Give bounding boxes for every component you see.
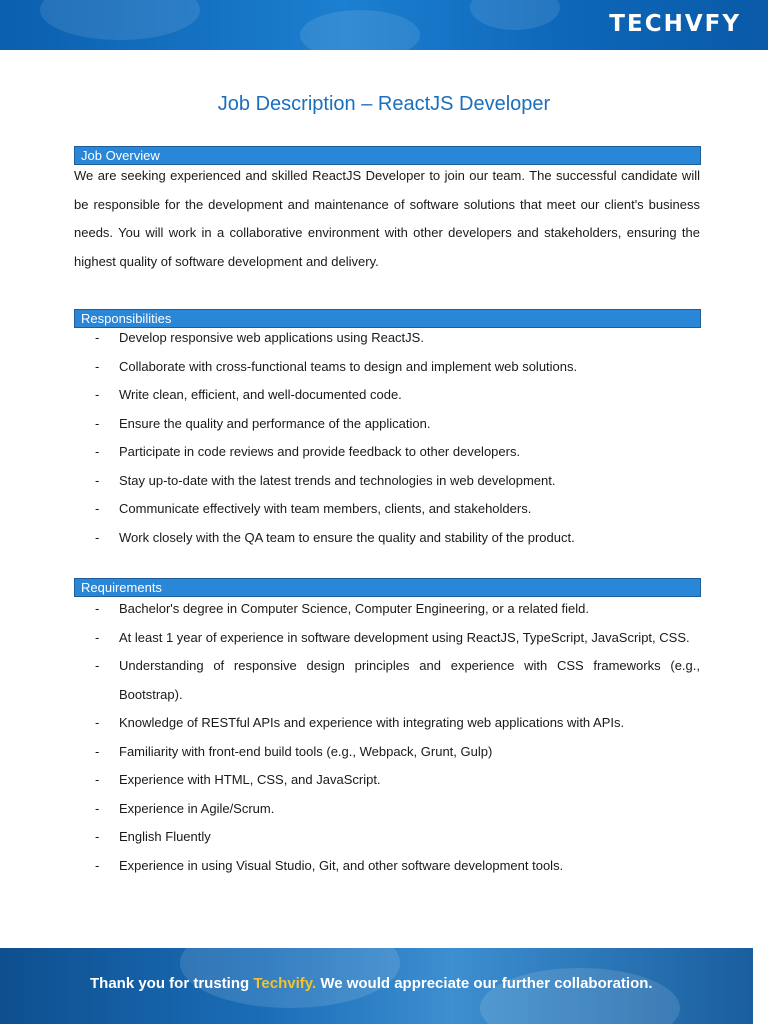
list-marker: - [95, 387, 100, 402]
page-title: Job Description – ReactJS Developer [217, 93, 551, 115]
job-overview-text: We are seeking experienced and skilled ReactJS Developer to join our team. The successful candidate will be responsible for the development and maintenance of software solutions that meet our client's business needs. You will work in a collaborative environment with other developers and stakeholders, ensuring the highest quality of software development and delivery. [74, 168, 700, 269]
list-item [74, 381, 700, 410]
list-item-text: Experience in using Visual Studio, Git, and other software development tools. [119, 857, 564, 873]
list-marker: - [95, 501, 100, 516]
list-item [74, 766, 700, 795]
list-item-text: Communicate effectively with team members, clients, and stakeholders. [119, 501, 532, 516]
list-item [74, 709, 700, 738]
list-item-text: Experience in Agile/Scrum. [119, 800, 275, 816]
list-marker: - [95, 529, 100, 545]
list-item [74, 438, 700, 467]
list-marker: - [95, 772, 100, 787]
company-logo: TECHVFY [609, 11, 741, 37]
footer-text-after: We would appreciate our further collaboration. [316, 975, 653, 992]
list-marker: - [95, 444, 100, 459]
list-item [74, 738, 700, 767]
list-item-text: Understanding of responsive design principles and experience with CSS frameworks (e.g., Bootstrap). [119, 658, 700, 702]
list-marker: - [95, 829, 100, 844]
list-marker: - [95, 800, 100, 816]
list-item-text: English Fluently [119, 829, 211, 844]
section-header-job-overview: Job Overview [74, 146, 701, 165]
list-marker: - [95, 743, 100, 759]
list-marker: - [95, 857, 100, 873]
list-item-text: At least 1 year of experience in software development using ReactJS, TypeScript, JavaScript, CSS. [119, 629, 690, 645]
section-header-responsibilities: Responsibilities [74, 309, 701, 328]
list-marker: - [95, 358, 100, 374]
list-item-text: Write clean, efficient, and well-documented code. [119, 387, 402, 402]
list-marker: - [95, 601, 100, 616]
list-item-text: Ensure the quality and performance of the application. [119, 415, 431, 431]
responsibilities-list [74, 324, 700, 552]
banner-decoration [40, 0, 200, 40]
list-item [74, 524, 700, 553]
list-item [74, 353, 700, 382]
list-item [74, 795, 700, 824]
list-item-text: Stay up-to-date with the latest trends and technologies in web development. [119, 472, 556, 488]
list-item [74, 324, 700, 353]
list-item [74, 410, 700, 439]
banner-decoration [300, 10, 420, 50]
footer-banner [0, 948, 753, 1024]
list-marker: - [95, 330, 100, 345]
footer-text-before: Thank you for trusting [90, 975, 254, 992]
list-marker: - [95, 629, 100, 645]
list-item-text: Knowledge of RESTful APIs and experience with integrating web applications with APIs. [119, 715, 625, 730]
list-marker: - [95, 715, 100, 730]
list-marker: - [95, 415, 100, 431]
section-header-requirements: Requirements [74, 578, 701, 597]
header-banner [0, 0, 768, 50]
list-item [74, 624, 700, 653]
list-item [74, 495, 700, 524]
requirements-list [74, 595, 700, 880]
list-marker: - [95, 658, 100, 673]
list-item [74, 852, 700, 881]
list-marker: - [95, 472, 100, 488]
list-item [74, 467, 700, 496]
list-item-text: Collaborate with cross-functional teams to design and implement web solutions. [119, 358, 578, 374]
list-item-text: Familiarity with front-end build tools (e.g., Webpack, Grunt, Gulp) [119, 743, 493, 759]
footer-brand-name: Techvify. [253, 975, 317, 992]
list-item-text: Work closely with the QA team to ensure the quality and stability of the product. [119, 529, 575, 545]
list-item [74, 595, 700, 624]
list-item-text: Participate in code reviews and provide feedback to other developers. [119, 444, 521, 459]
list-item-text: Experience with HTML, CSS, and JavaScript. [119, 772, 381, 787]
footer-message [90, 975, 653, 992]
list-item-text: Bachelor's degree in Computer Science, Computer Engineering, or a related field. [119, 601, 590, 616]
list-item-text: Develop responsive web applications using ReactJS. [119, 330, 424, 345]
list-item [74, 823, 700, 852]
banner-decoration [470, 0, 560, 30]
list-item [74, 652, 700, 709]
